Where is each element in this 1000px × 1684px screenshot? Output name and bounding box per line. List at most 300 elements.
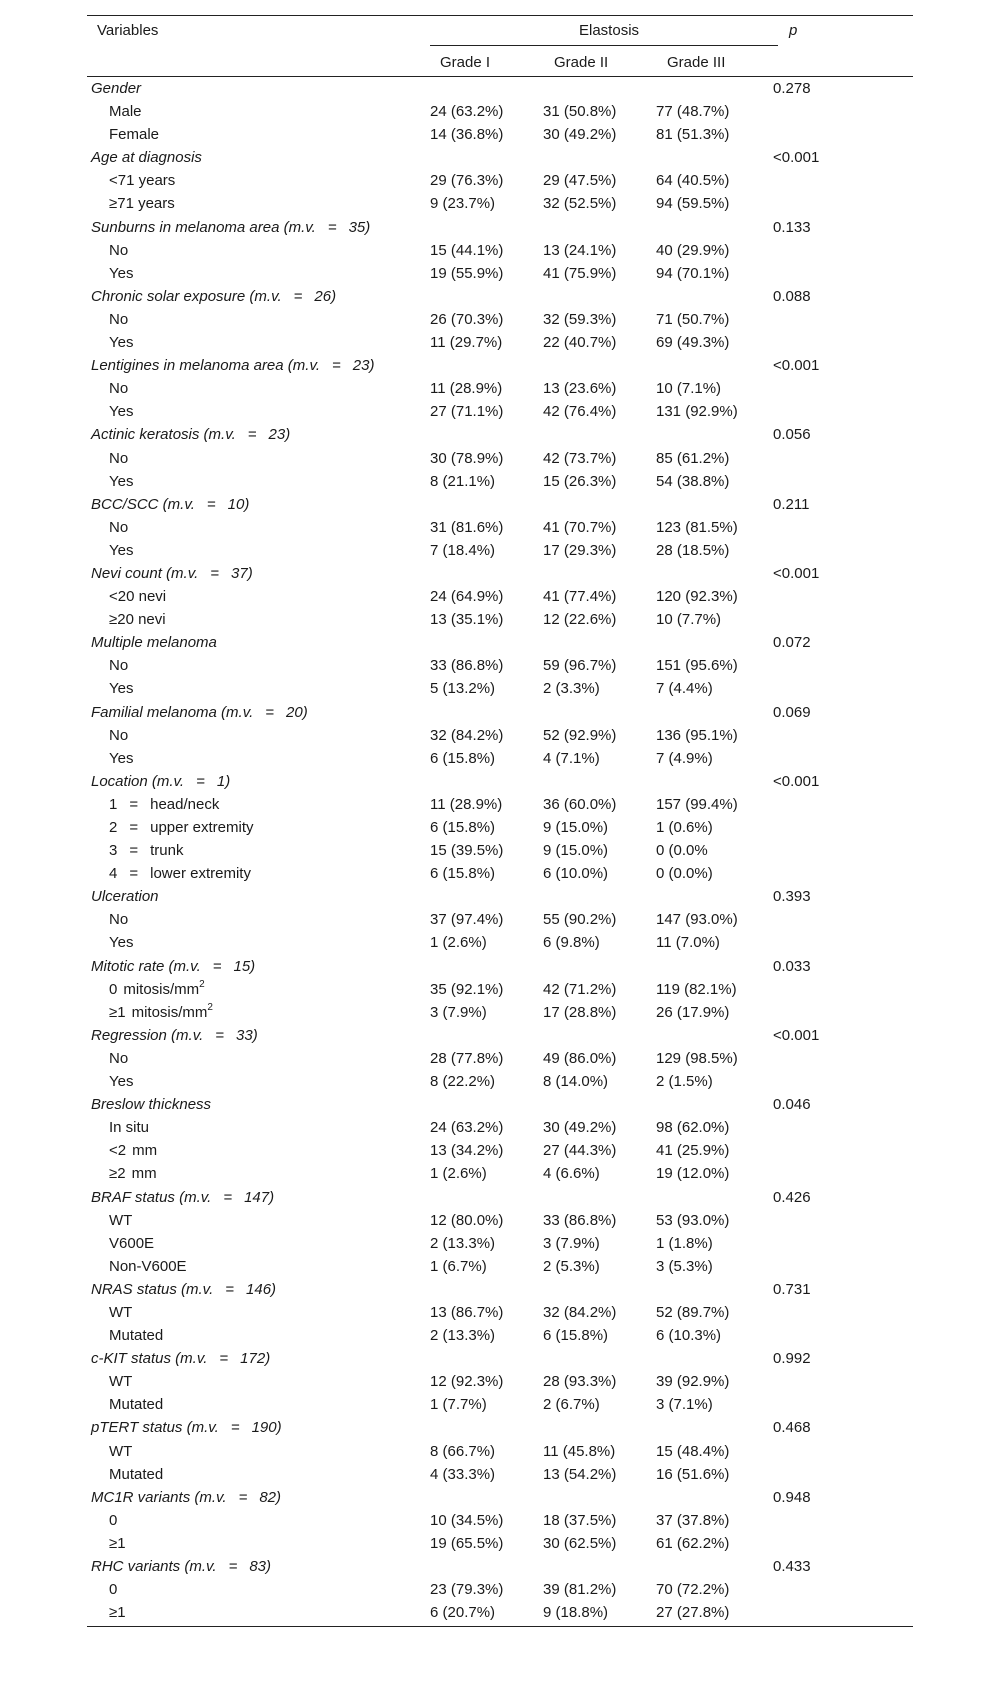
grade-1-value: 24 (64.9%) (430, 588, 504, 606)
grade-3-value: 54 (38.8%) (656, 472, 730, 490)
row-label (87, 1139, 420, 1162)
label-text: Yes (109, 472, 134, 490)
label-value: 23) (268, 426, 291, 444)
grade-3-value: 157 (99.4%) (656, 795, 738, 813)
p-value (759, 677, 913, 700)
group-rule (430, 45, 778, 46)
grade-1-value: 1 (2.6%) (430, 1165, 487, 1183)
row-label (87, 654, 420, 677)
row-label (87, 701, 420, 724)
grade-3-value (646, 1486, 759, 1509)
grade-3-value (646, 885, 759, 908)
grade-3-value (646, 701, 759, 724)
category-row (87, 308, 913, 331)
grade-2-value (533, 631, 646, 654)
row-label (87, 262, 420, 285)
label-text: ≥2 (109, 1165, 126, 1183)
grade-1-value: 6 (15.8%) (430, 865, 496, 883)
row-label (87, 169, 420, 192)
grade-3-value: 71 (50.7%) (656, 310, 730, 328)
category-row (87, 1070, 913, 1093)
grade-1-value: 1 (7.7%) (430, 1396, 487, 1414)
grade-3-value: 94 (70.1%) (656, 264, 730, 282)
category-row (87, 1393, 913, 1416)
p-value (759, 793, 913, 816)
label-text: Nevi count (m.v. (91, 564, 199, 582)
p-value: 0.393 (773, 888, 811, 906)
row-label (87, 1601, 420, 1624)
grade-2-value: 13 (54.2%) (543, 1465, 617, 1483)
p-value (759, 1232, 913, 1255)
equals-sign: = (129, 865, 139, 883)
grade-3-value: 10 (7.1%) (656, 380, 722, 398)
grade-2-value: 32 (59.3%) (543, 310, 617, 328)
label-text: Chronic solar exposure (m.v. (91, 287, 282, 305)
grade-3-value: 94 (59.5%) (656, 195, 730, 213)
grade-2-value: 3 (7.9%) (543, 1234, 600, 1252)
grade-2-value: 30 (49.2%) (543, 126, 617, 144)
row-label (87, 192, 420, 215)
grade-1-value: 23 (79.3%) (430, 1581, 504, 1599)
p-value (759, 931, 913, 954)
grade-2-value: 27 (44.3%) (543, 1142, 617, 1160)
grade-3-value: 40 (29.9%) (656, 241, 730, 259)
p-value (759, 1440, 913, 1463)
grade-1-value: 1 (2.6%) (430, 934, 487, 952)
grade-3-value: 11 (7.0%) (656, 934, 720, 952)
grade-1-value: 9 (23.7%) (430, 195, 496, 213)
table-body (87, 77, 913, 1624)
label-text: Gender (91, 80, 142, 97)
grade-1-value (420, 77, 533, 100)
grade-3-value: 27 (27.8%) (656, 1604, 730, 1622)
grade-2-value (533, 1347, 646, 1370)
label-value: head/neck (150, 795, 220, 813)
grade-3-value: 151 (95.6%) (656, 657, 738, 675)
grade-2-value: 12 (22.6%) (543, 611, 617, 629)
grade-2-value (533, 562, 646, 585)
category-row (87, 1116, 913, 1139)
label-text: Yes (109, 541, 134, 559)
equals-sign: = (265, 703, 275, 721)
grade-1-value: 13 (34.2%) (430, 1142, 504, 1160)
label-value: 10) (227, 495, 250, 513)
variable-row (87, 770, 913, 793)
label-value: 190) (251, 1419, 282, 1437)
label-text: c-KIT status (m.v. (91, 1350, 208, 1368)
row-label (87, 216, 420, 239)
row-label (87, 1555, 420, 1578)
grade-1-value: 8 (66.7%) (430, 1442, 496, 1460)
label-text: V600E (109, 1234, 155, 1252)
category-row (87, 747, 913, 770)
grade-1-value (420, 493, 533, 516)
data-table (87, 77, 913, 1624)
grade-3-value (646, 1347, 759, 1370)
p-value: 0.731 (773, 1280, 811, 1298)
grade-1-value (420, 216, 533, 239)
category-row (87, 192, 913, 215)
equals-sign: = (210, 564, 220, 582)
grade-2-value: 52 (92.9%) (543, 726, 617, 744)
p-value: 0.211 (773, 495, 810, 513)
label-value: mm (131, 1165, 157, 1183)
grade-1-value: 12 (92.3%) (430, 1373, 504, 1391)
grade-2-value: 30 (62.5%) (543, 1534, 617, 1552)
grade-1-value: 33 (86.8%) (430, 657, 504, 675)
grade-1-value: 6 (15.8%) (430, 749, 496, 767)
category-row (87, 608, 913, 631)
p-value (759, 1301, 913, 1324)
row-label (87, 724, 420, 747)
label-text: Lentigines in melanoma area (m.v. (91, 357, 320, 375)
category-row (87, 1370, 913, 1393)
p-value (759, 908, 913, 931)
grade-2-value: 9 (18.8%) (543, 1604, 609, 1622)
label-text: No (109, 449, 129, 467)
grade-2-value (533, 77, 646, 100)
grade-3-value: 70 (72.2%) (656, 1581, 730, 1599)
category-row (87, 1301, 913, 1324)
row-label (87, 1416, 420, 1439)
category-row (87, 1255, 913, 1278)
grade-3-value: 37 (37.8%) (656, 1511, 730, 1529)
p-value (759, 1255, 913, 1278)
category-row (87, 862, 913, 885)
label-text: No (109, 657, 129, 675)
equals-sign: = (206, 495, 216, 513)
row-label (87, 1532, 420, 1555)
row-label (87, 1463, 420, 1486)
grade-2-value (533, 1416, 646, 1439)
grade-2-value (533, 354, 646, 377)
grade-1-value: 6 (20.7%) (430, 1604, 496, 1622)
grade-2-value: 28 (93.3%) (543, 1373, 617, 1391)
row-label (87, 955, 420, 978)
grade-1-value (420, 885, 533, 908)
variable-row (87, 562, 913, 585)
category-row (87, 1139, 913, 1162)
p-value (759, 169, 913, 192)
grade-1-value: 11 (29.7%) (430, 334, 503, 352)
row-label (87, 793, 420, 816)
label-text: Yes (109, 264, 134, 282)
category-row (87, 100, 913, 123)
grade-3-value: 6 (10.3%) (656, 1327, 722, 1345)
grade-3-value: 120 (92.3%) (656, 588, 738, 606)
row-label (87, 931, 420, 954)
grade-1-value: 19 (65.5%) (430, 1534, 504, 1552)
grade-3-value: 28 (18.5%) (656, 541, 730, 559)
header-p: p (789, 22, 798, 39)
category-row (87, 1532, 913, 1555)
row-label (87, 285, 420, 308)
header-elastosis: Elastosis (579, 22, 640, 39)
row-label (87, 1162, 420, 1185)
variable-row (87, 1416, 913, 1439)
label-text: BRAF status (m.v. (91, 1188, 212, 1206)
grade-2-value: 41 (77.4%) (543, 588, 617, 606)
header-variables: Variables (97, 22, 159, 39)
grade-3-value: 7 (4.4%) (656, 680, 713, 698)
row-label (87, 1347, 420, 1370)
p-value: 0.088 (773, 287, 811, 305)
grade-2-value: 6 (9.8%) (543, 934, 600, 952)
category-row (87, 793, 913, 816)
category-row (87, 169, 913, 192)
grade-3-value (646, 770, 759, 793)
row-label (87, 423, 420, 446)
label-text: Male (109, 103, 142, 121)
grade-2-value (533, 701, 646, 724)
row-label (87, 608, 420, 631)
p-value: 0.426 (773, 1188, 811, 1206)
p-value (759, 724, 913, 747)
grade-3-value: 129 (98.5%) (656, 1049, 738, 1067)
grade-2-value (533, 955, 646, 978)
grade-3-value: 41 (25.9%) (656, 1142, 730, 1160)
variable-row (87, 1278, 913, 1301)
p-value: 0.069 (773, 703, 811, 721)
p-value (759, 1370, 913, 1393)
variable-row (87, 1555, 913, 1578)
grade-1-value: 4 (33.3%) (430, 1465, 496, 1483)
equals-sign: = (230, 1419, 240, 1437)
equals-sign: = (225, 1280, 235, 1298)
grade-2-value: 4 (6.6%) (543, 1165, 600, 1183)
category-row (87, 1509, 913, 1532)
grade-1-value (420, 701, 533, 724)
label-text: Mutated (109, 1327, 164, 1345)
grade-1-value: 31 (81.6%) (430, 518, 504, 536)
grade-2-value (533, 1093, 646, 1116)
label-text: Multiple melanoma (91, 634, 217, 652)
label-text: Female (109, 126, 160, 144)
label-text: RHC variants (m.v. (91, 1558, 217, 1575)
grade-3-value: 3 (7.1%) (656, 1396, 713, 1414)
grade-2-value (533, 1278, 646, 1301)
label-text: In situ (109, 1119, 150, 1137)
row-label (87, 146, 420, 169)
grade-2-value (533, 216, 646, 239)
row-label (87, 1301, 420, 1324)
grade-1-value (420, 770, 533, 793)
p-value (759, 1601, 913, 1624)
grade-1-value (420, 1347, 533, 1370)
label-text: WT (109, 1303, 133, 1321)
p-value (759, 1509, 913, 1532)
grade-1-value (420, 1186, 533, 1209)
variable-row (87, 423, 913, 446)
grade-1-value (420, 285, 533, 308)
label-text: Mitotic rate (m.v. (91, 957, 201, 975)
variable-row (87, 285, 913, 308)
grade-2-value: 32 (52.5%) (543, 195, 617, 213)
grade-2-value: 30 (49.2%) (543, 1119, 617, 1137)
grade-3-value: 64 (40.5%) (656, 172, 730, 190)
row-label (87, 862, 420, 885)
grade-2-value (533, 1186, 646, 1209)
label-value: mitosis/mm (131, 1003, 208, 1021)
label-text: No (109, 911, 129, 929)
row-label (87, 1070, 420, 1093)
label-value: lower extremity (150, 865, 251, 883)
grade-2-value: 6 (10.0%) (543, 865, 609, 883)
variable-row (87, 146, 913, 169)
grade-2-value: 8 (14.0%) (543, 1073, 609, 1091)
label-text: ≥71 years (109, 195, 175, 213)
grade-3-value (646, 1186, 759, 1209)
row-label (87, 539, 420, 562)
label-text: Sunburns in melanoma area (m.v. (91, 218, 316, 236)
row-label (87, 377, 420, 400)
grade-2-value: 11 (45.8%) (543, 1442, 616, 1460)
grade-1-value: 2 (13.3%) (430, 1327, 496, 1345)
p-value (759, 1324, 913, 1347)
row-label (87, 1186, 420, 1209)
row-label (87, 493, 420, 516)
label-text: Actinic keratosis (m.v. (91, 426, 236, 444)
grade-2-value: 42 (71.2%) (543, 980, 617, 998)
grade-3-value (646, 1555, 759, 1578)
grade-2-value (533, 1555, 646, 1578)
row-label (87, 978, 420, 1001)
row-label (87, 1509, 420, 1532)
grade-1-value: 37 (97.4%) (430, 911, 504, 929)
grade-1-value (420, 1024, 533, 1047)
row-label (87, 1486, 420, 1509)
grade-3-value (646, 77, 759, 100)
label-value: 83) (249, 1558, 272, 1575)
grade-1-value: 8 (21.1%) (430, 472, 496, 490)
label-text: Yes (109, 680, 134, 698)
label-value: 146) (246, 1280, 277, 1298)
p-value (759, 1116, 913, 1139)
grade-3-value: 131 (92.9%) (656, 403, 738, 421)
p-value: 0.948 (773, 1488, 811, 1506)
label-value: 26) (314, 287, 337, 305)
grade-2-value: 2 (3.3%) (543, 680, 600, 698)
label-text: Yes (109, 403, 134, 421)
label-text: Regression (m.v. (91, 1026, 204, 1044)
variable-row (87, 354, 913, 377)
equals-sign: = (212, 957, 222, 975)
grade-3-value: 7 (4.9%) (656, 749, 713, 767)
header-grade-3: Grade III (667, 54, 726, 71)
p-value: 0.992 (773, 1350, 811, 1368)
variable-row (87, 493, 913, 516)
grade-2-value: 4 (7.1%) (543, 749, 600, 767)
category-row (87, 677, 913, 700)
p-value (759, 100, 913, 123)
category-row (87, 908, 913, 931)
row-label (87, 1255, 420, 1278)
grade-2-value: 42 (73.7%) (543, 449, 617, 467)
p-value (759, 1047, 913, 1070)
grade-3-value: 26 (17.9%) (656, 1003, 730, 1021)
grade-1-value: 13 (35.1%) (430, 611, 504, 629)
grade-2-value: 17 (28.8%) (543, 1003, 617, 1021)
label-value: mitosis/mm (123, 980, 200, 998)
row-label (87, 562, 420, 585)
row-label (87, 308, 420, 331)
grade-3-value (646, 955, 759, 978)
p-value (759, 816, 913, 839)
row-label (87, 1440, 420, 1463)
grade-1-value: 5 (13.2%) (430, 680, 496, 698)
grade-1-value: 8 (22.2%) (430, 1073, 496, 1091)
grade-3-value (646, 1093, 759, 1116)
superscript: 2 (207, 1001, 213, 1013)
variable-row (87, 1347, 913, 1370)
label-text: Yes (109, 749, 134, 767)
label-text: Non-V600E (109, 1257, 187, 1275)
row-label (87, 1047, 420, 1070)
category-row (87, 447, 913, 470)
equals-sign: = (129, 795, 139, 813)
grade-1-value (420, 955, 533, 978)
p-value (759, 862, 913, 885)
grade-2-value: 9 (15.0%) (543, 842, 609, 860)
label-text: No (109, 310, 129, 328)
p-value (759, 1532, 913, 1555)
grade-2-value: 33 (86.8%) (543, 1211, 617, 1229)
equals-sign: = (247, 426, 257, 444)
label-text: <2 (109, 1142, 127, 1160)
label-text: 1 (109, 795, 118, 813)
grade-3-value: 53 (93.0%) (656, 1211, 730, 1229)
grade-3-value: 81 (51.3%) (656, 126, 730, 144)
p-value (759, 1139, 913, 1162)
grade-3-value (646, 631, 759, 654)
label-text: Yes (109, 1073, 134, 1091)
grade-2-value: 39 (81.2%) (543, 1581, 617, 1599)
grade-2-value: 9 (15.0%) (543, 819, 609, 836)
grade-2-value: 29 (47.5%) (543, 172, 617, 190)
grade-1-value (420, 423, 533, 446)
label-value: upper extremity (150, 819, 254, 836)
category-row (87, 585, 913, 608)
p-value (759, 331, 913, 354)
p-value (759, 1578, 913, 1601)
p-value: <0.001 (773, 149, 820, 167)
row-label (87, 1232, 420, 1255)
equals-sign: = (228, 1558, 238, 1575)
label-text: No (109, 241, 129, 259)
row-label (87, 123, 420, 146)
p-value: <0.001 (773, 1026, 820, 1044)
p-value (759, 1070, 913, 1093)
variable-row (87, 1024, 913, 1047)
grade-1-value: 14 (36.8%) (430, 126, 504, 144)
grade-2-value: 41 (70.7%) (543, 518, 617, 536)
row-label (87, 747, 420, 770)
p-value: 0.133 (773, 218, 811, 236)
grade-2-value: 2 (6.7%) (543, 1396, 600, 1414)
label-text: Familial melanoma (m.v. (91, 703, 254, 721)
grade-2-value (533, 285, 646, 308)
p-value (759, 516, 913, 539)
grade-1-value (420, 1555, 533, 1578)
p-value (759, 1463, 913, 1486)
grade-3-value (646, 1278, 759, 1301)
category-row (87, 262, 913, 285)
grade-3-value (646, 423, 759, 446)
label-text: 0 (109, 1511, 118, 1529)
variable-row (87, 216, 913, 239)
p-value: <0.001 (773, 772, 820, 790)
label-value: 23) (352, 357, 375, 375)
